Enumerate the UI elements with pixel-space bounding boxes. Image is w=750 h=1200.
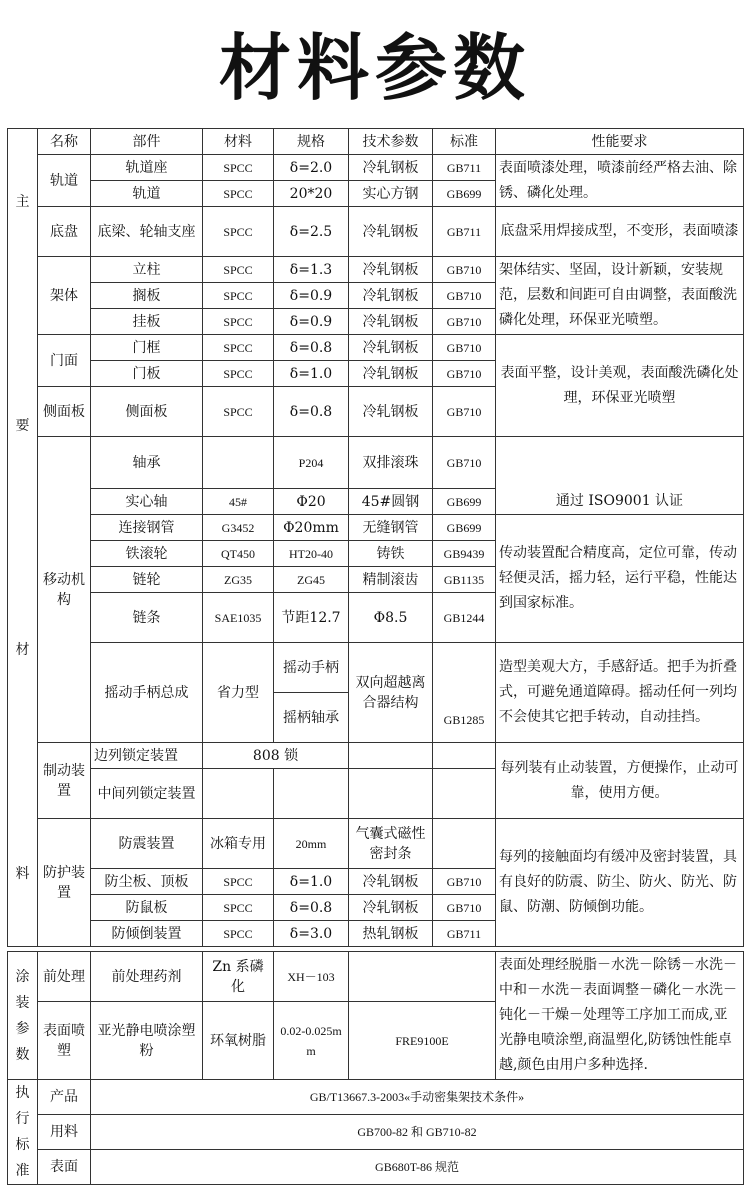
table-row: 执行标准 产品 GB/T13667.3-2003«手动密集架技术条件»	[8, 1080, 744, 1115]
side-char: 材	[15, 641, 30, 658]
col-name: 名称	[38, 129, 91, 155]
table-row: 轨道 SPCC 20*20 实心方钢 GB699	[8, 181, 744, 207]
table-row: 门面 门框 SPCC δ=0.8 冷轧钢板 GB710 表面平整，设计美观，表面酸洗磷化处理，环保亚光喷塑	[8, 335, 744, 361]
perf-move: 传动装置配合精度高，定位可靠，传动轻便灵活，摇力轻，运行平稳，性能达到国家标准。	[496, 515, 744, 643]
table-row: 侧面板 侧面板 SPCC δ=0.8 冷轧钢板 GB710	[8, 387, 744, 437]
table-row: 轨道 轨道座 SPCC δ=2.0 冷轧钢板 GB711 表面喷漆处理，喷漆前经严格去油、除锈、磷化处理。	[8, 155, 744, 181]
perf-door: 表面平整，设计美观，表面酸洗磷化处理，环保亚光喷塑	[496, 335, 744, 437]
table-row: 移动机构 轴承 P204 双排滚珠 GB710 通过 ISO9001 认证	[8, 437, 744, 489]
perf-iso: 通过 ISO9001 认证	[496, 437, 744, 515]
table-row: 防倾倒装置 SPCC δ=3.0 热轧钢板 GB711	[8, 921, 744, 947]
table-row: 链条 SAE1035 节距12.7 Φ8.5 GB1244	[8, 593, 744, 643]
table-row: 链轮 ZG35 ZG45 精制滚齿 GB1135	[8, 567, 744, 593]
header-row	[8, 129, 744, 155]
perf-frame: 架体结实、坚固，设计新颖，安装规范，层数和间距可自由调整，表面酸洗磷化处理，环保亚光喷塑。	[496, 257, 744, 335]
coating-table	[7, 951, 744, 1185]
table-row: 架体 立柱 SPCC δ=1.3 冷轧钢板 GB710 架体结实、坚固，设计新颖，安装规范，层数和间距可自由调整，表面酸洗磷化处理，环保亚光喷塑。	[8, 257, 744, 283]
table-row: 铁滚轮 QT450 HT20-40 铸铁 GB9439	[8, 541, 744, 567]
table-row: 用料 GB700-82 和 GB710-82	[8, 1115, 744, 1150]
table-row: 摇柄轴承	[8, 693, 744, 743]
perf-protect: 每列的接触面均有缓冲及密封装置，具有良好的防震、防尘、防火、防光、防鼠、防潮、防倾倒功能。	[496, 819, 744, 947]
table-row: 防护装置 防震装置 冰箱专用 20mm 气囊式磁性密封条 每列的接触面均有缓冲及密封装置，具有良好的防震、防尘、防火、防光、防鼠、防潮、防倾倒功能。	[8, 819, 744, 869]
table-row: 底盘 底梁、轮轴支座 SPCC δ=2.5 冷轧钢板 GB711 底盘采用焊接成型，不变形，表面喷漆	[8, 207, 744, 257]
col-tech: 技术参数	[349, 129, 433, 155]
table-row: 连接钢管 G3452 Φ20mm 无缝钢管 GB699 传动装置配合精度高，定位可靠，传动轻便灵活，摇力轻，运行平稳，性能达到国家标准。	[8, 515, 744, 541]
table-row: 表面喷塑 亚光静电喷涂塑粉 环氧树脂 0.02-0.025mm FRE9100E	[8, 1002, 744, 1080]
table-row: 实心轴 45# Φ20 45#圆钢 GB699	[8, 489, 744, 515]
table-row: 门板 SPCC δ=1.0 冷轧钢板 GB710	[8, 361, 744, 387]
spec-table	[7, 128, 744, 947]
table-row: 搁板 SPCC δ=0.9 冷轧钢板 GB710	[8, 283, 744, 309]
perf-handle: 造型美观大方，手感舒适。把手为折叠式，可避免通道障碍。摇动任何一列均不会使其它把手转动，自动挂挡。	[496, 643, 744, 743]
col-material: 材料	[203, 129, 274, 155]
side-coating: 涂 装 参 数	[8, 952, 38, 1080]
table-row: 中间列锁定装置	[8, 769, 744, 819]
table-row: 摇动手柄总成 省力型 摇动手柄 双向超越离合器结构 GB1285 造型美观大方，手感舒适。把手为折叠式，可避免通道障碍。摇动任何一列均不会使其它把手转动，自动挂挡。	[8, 643, 744, 693]
perf-chassis: 底盘采用焊接成型，不变形，表面喷漆	[496, 207, 744, 257]
col-std: 标准	[433, 129, 496, 155]
side-materials	[8, 129, 38, 947]
table-row: 表面 GB680T-86 规范	[8, 1150, 744, 1185]
table-row: 涂 装 参 数 前处理 前处理药剂 Zn 系磷化 XH－103 表面处理经脱脂－水洗－除锈－水洗－中和－水洗－表面调整－磷化－水洗－钝化－干燥－处理等工序加工而成,亚光静电喷涂塑,商温塑化,防锈蚀性能卓越,颜色由用户多种选择.	[8, 952, 744, 1002]
perf-coating: 表面处理经脱脂－水洗－除锈－水洗－中和－水洗－表面调整－磷化－水洗－钝化－干燥－处理等工序加工而成,亚光静电喷涂塑,商温塑化,防锈蚀性能卓越,颜色由用户多种选择.	[496, 952, 744, 1080]
perf-track: 表面喷漆处理，喷漆前经严格去油、除锈、磷化处理。	[496, 155, 744, 207]
side-standard: 执行标准	[8, 1080, 38, 1185]
table-row: 防鼠板 SPCC δ=0.8 冷轧钢板 GB710	[8, 895, 744, 921]
side-char: 要	[15, 417, 30, 434]
table-row: 挂板 SPCC δ=0.9 冷轧钢板 GB710	[8, 309, 744, 335]
table-row: 防尘板、顶板 SPCC δ=1.0 冷轧钢板 GB710	[8, 869, 744, 895]
perf-lock: 每列装有止动装置，方便操作，止动可靠，使用方便。	[496, 743, 744, 819]
col-perf: 性能要求	[496, 129, 744, 155]
side-char: 料	[15, 865, 30, 882]
table-row: 制动装置 边列锁定装置 808 锁 每列装有止动装置，方便操作，止动可靠，使用方便。	[8, 743, 744, 769]
col-spec: 规格	[274, 129, 349, 155]
page-title: 材料参数	[218, 26, 531, 110]
col-part: 部件	[91, 129, 203, 155]
side-char: 主	[15, 193, 30, 210]
